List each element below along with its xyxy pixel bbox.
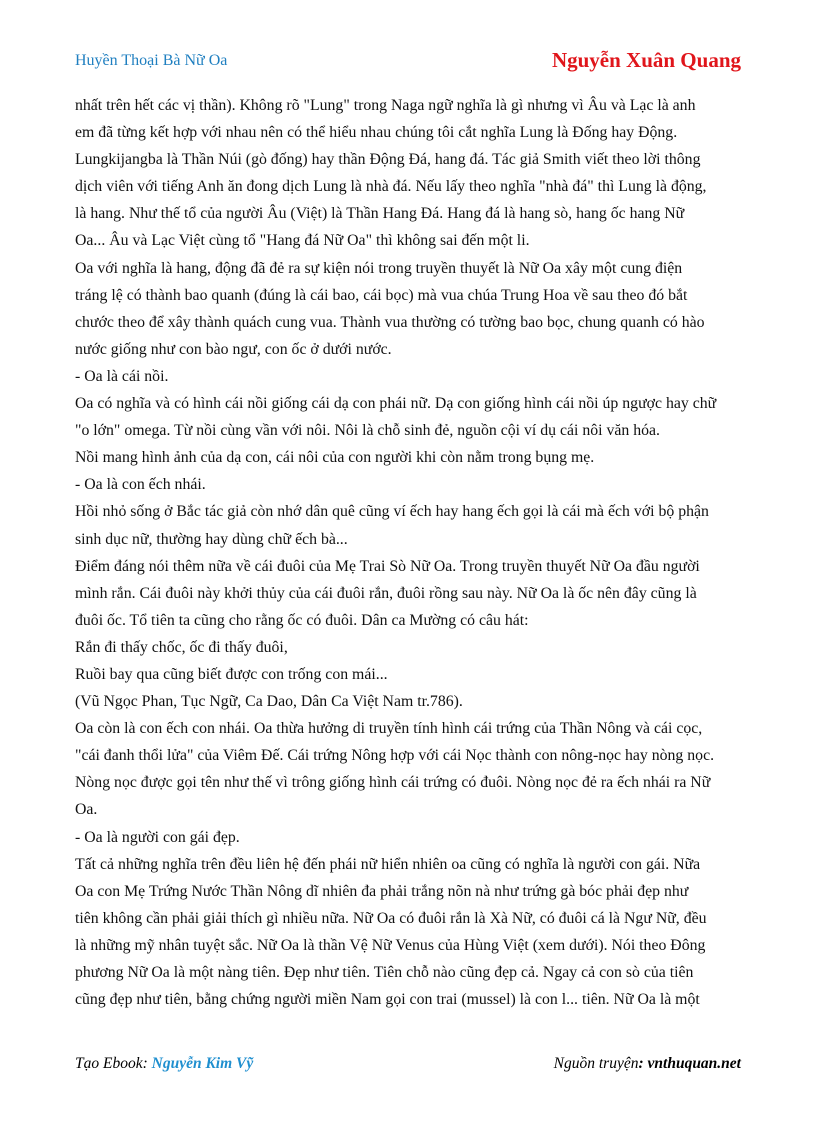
text-line: đuôi ốc. Tổ tiên ta cũng cho rằng ốc có đuôi. Dân ca Mường có câu hát: <box>75 611 529 629</box>
text-line: Hồi nhỏ sống ở Bắc tác giả còn nhớ dân quê cũng ví ếch hay hang ếch gọi là cái mà ếch với bộ phận <box>75 503 709 521</box>
text-line: "o lớn" omega. Từ nồi cùng vần với nôi. Nôi là chỗ sinh đẻ, nguồn cội ví dụ cái nôi văn hóa. <box>75 422 660 440</box>
text-line: Nòng nọc được gọi tên như thế vì trông giống hình cái trứng có đuôi. Nòng nọc đẻ ra ếch nhái ra Nữ <box>75 774 711 792</box>
text-line: phương Nữ Oa là một nàng tiên. Đẹp như tiên. Tiên chỗ nào cũng đẹp cả. Ngay cả con sò của tiên <box>75 964 694 981</box>
text-line: chước theo để xây thành quách cung vua. Thành vua thường có tường bao bọc, chung quanh có hào <box>75 313 705 331</box>
text-line: là hang. Như thế tổ của người Âu (Việt) là Thần Hang Đá. Hang đá là hang sò, hang ốc hang Nữ <box>75 205 685 223</box>
text-line: "cái đanh thổi lửa" của Viêm Đế. Cái trứng Nông hợp với cái Nọc thành con nông-nọc hay nòng nọc. <box>75 747 715 765</box>
text-line: Oa với nghĩa là hang, động đã đẻ ra sự kiện nói trong truyền thuyết là Nữ Oa xây một cung điện <box>75 259 683 277</box>
text-line: Ruồi bay qua cũng biết được con trống con mái... <box>75 665 388 683</box>
footer-source-sep: : <box>638 1055 648 1072</box>
text-line: nhất trên hết các vị thần). Không rõ "Lung" trong Naga ngữ nghĩa là gì nhưng vì Âu và Lạc là anh <box>75 97 696 114</box>
text-line: Oa có nghĩa và có hình cái nồi giống cái dạ con phái nữ. Dạ con giống hình cái nồi úp ngược hay chữ <box>75 395 717 413</box>
text-line: em đã từng kết hợp với nhau nên có thể hiểu nhau chúng tôi cắt nghĩa Lung là Đống hay Động. <box>75 124 678 142</box>
text-line: Điểm đáng nói thêm nữa về cái đuôi của Mẹ Trai Sò Nữ Oa. Trong truyền thuyết Nữ Oa đầu người <box>75 557 700 575</box>
text-line: - Oa là con ếch nhái. <box>75 476 206 494</box>
text-line: Oa. <box>75 801 98 819</box>
text-line: Oa còn là con ếch con nhái. Oa thừa hưởng di truyền tính hình cái trứng của Thần Nông và cái cọc, <box>75 720 703 738</box>
text-line: Oa... Âu và Lạc Việt cùng tổ "Hang đá Nữ Oa" thì không sai đến một li. <box>75 232 530 250</box>
text-line: (Vũ Ngọc Phan, Tục Ngữ, Ca Dao, Dân Ca Việt Nam tr.786). <box>75 693 463 711</box>
text-line: dịch viên với tiếng Anh ăn đong dịch Lung là nhà đá. Nếu lấy theo nghĩa "nhà đá" thì Lung là động, <box>75 178 707 196</box>
document-author: Nguyễn Xuân Quang <box>551 48 741 72</box>
footer-source-label: Nguồn truyện <box>553 1055 639 1072</box>
footer-ebook-credit <box>75 1055 253 1073</box>
text-line: nước giống như con bào ngư, con ốc ở dưới nước. <box>75 340 392 358</box>
document-title: Huyền Thoại Bà Nữ Oa <box>75 52 228 69</box>
text-line: Oa con Mẹ Trứng Nước Thần Nông dĩ nhiên đa phải trắng nõn nà như trứng gà bóc phải đẹp như <box>75 882 689 900</box>
body-text <box>75 92 747 1013</box>
text-line: Rắn đi thấy chốc, ốc đi thấy đuôi, <box>75 638 288 656</box>
text-line: tiên không cần phải giải thích gì nhiều nữa. Nữ Oa có đuôi rắn là Xà Nữ, có đuôi cá là Ngư Nữ, đều <box>75 909 707 927</box>
footer-source-site: vnthuquan.net <box>647 1055 741 1072</box>
footer-source-credit <box>554 1055 741 1073</box>
text-line: mình rắn. Cái đuôi này khởi thủy của cái đuôi rắn, đuôi rồng sau này. Nữ Oa là ốc nên đây cũng là <box>75 584 697 602</box>
footer-ebook-name: Nguyễn Kim Vỹ <box>151 1055 254 1072</box>
text-line: - Oa là cái nồi. <box>75 367 169 385</box>
footer-ebook-sep: : <box>142 1055 152 1072</box>
text-line: - Oa là người con gái đẹp. <box>75 828 240 846</box>
text-line: Nồi mang hình ảnh của dạ con, cái nôi của con người khi còn nằm trong bụng mẹ. <box>75 449 595 467</box>
text-line: Lungkijangba là Thần Núi (gò đống) hay thần Động Đá, hang đá. Tác giả Smith viết theo lời thông <box>75 151 701 169</box>
footer-ebook-label: Tạo Ebook <box>75 1055 143 1072</box>
text-line: sinh dục nữ, thường hay dùng chữ ếch bà... <box>75 530 348 548</box>
text-line: là những mỹ nhân tuyệt sắc. Nữ Oa là thần Vệ Nữ Venus của Hùng Việt (xem dưới). Nói theo Đông <box>75 936 706 954</box>
text-line: cũng đẹp như tiên, bằng chứng người miền Nam gọi con trai (mussel) là con l... tiên. Nữ Oa là một <box>75 991 700 1009</box>
text-line: tráng lệ có thành bao quanh (đúng là cái bao, cái bọc) mà vua chúa Trung Hoa về sau theo đó bắt <box>75 286 688 304</box>
text-line: Tất cả những nghĩa trên đều liên hệ đến phái nữ hiển nhiên oa cũng có nghĩa là người con gái. Nữa <box>75 855 701 873</box>
